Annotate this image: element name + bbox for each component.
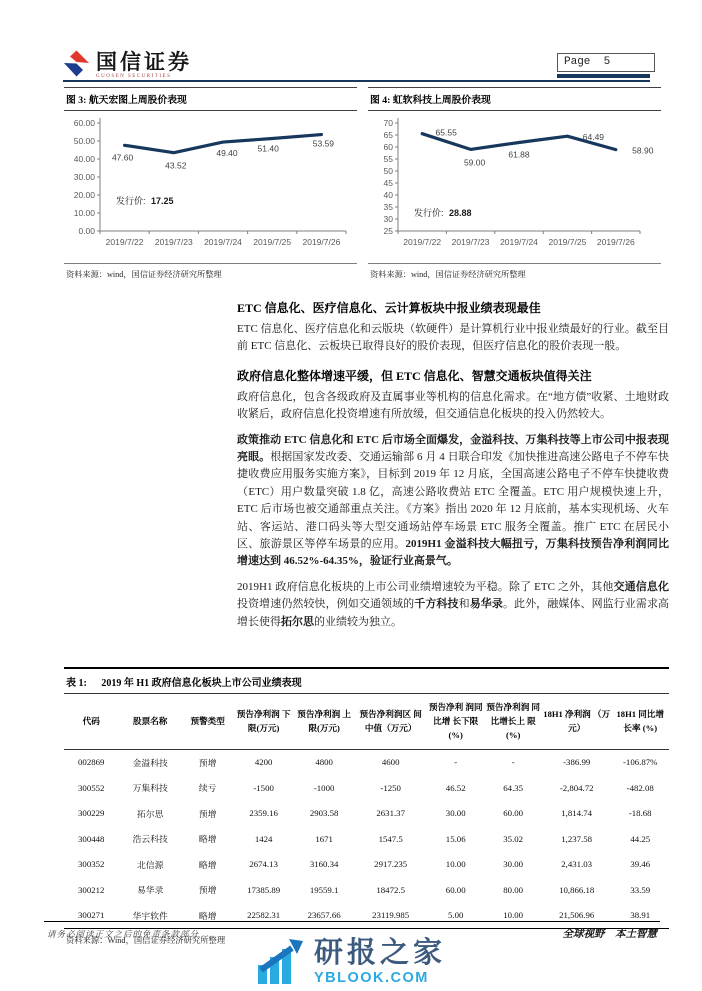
- table-cell: 1,237.58: [561, 833, 593, 844]
- text-segment: 千方科技: [414, 598, 459, 611]
- svg-text:10.00: 10.00: [73, 208, 95, 218]
- price-chart-hangtianhongtu: [64, 113, 357, 263]
- table-cell: 002869: [78, 757, 105, 768]
- figure-caption: 图 3: 航天宏图上周股价表现: [64, 87, 357, 111]
- table-cell: 19559.1: [309, 884, 339, 895]
- earnings-table: [64, 694, 669, 929]
- header-rule: [63, 80, 650, 82]
- table-cell: 3160.34: [309, 859, 339, 870]
- svg-text:65: 65: [383, 130, 393, 140]
- svg-text:40.00: 40.00: [73, 154, 95, 164]
- svg-text:49.40: 49.40: [216, 148, 238, 159]
- table-cell: -: [511, 757, 515, 768]
- table-cell: -482.08: [626, 782, 654, 793]
- svg-text:58.90: 58.90: [632, 145, 654, 156]
- column-header: 预警类型: [182, 694, 233, 749]
- svg-text:61.88: 61.88: [508, 149, 530, 160]
- table-cell: 2631.37: [376, 808, 405, 819]
- watermark-text-block: [313, 936, 446, 986]
- table-row: [64, 801, 669, 827]
- table-cell: 1424: [254, 833, 273, 844]
- table-cell: 4600: [381, 757, 400, 768]
- column-header: 代码: [64, 694, 118, 749]
- table-cell: 1547.5: [378, 833, 403, 844]
- table-cell: -106.87%: [623, 757, 658, 768]
- table-cell: 300271: [64, 903, 118, 929]
- column-header: 18H1 同比增 长率 (%): [611, 694, 669, 749]
- watermark-domain: YBLOOK.COM: [313, 969, 429, 986]
- svg-text:发行价: 28.88: 发行价: 28.88: [414, 208, 472, 218]
- table-cell: 拓尔思: [136, 808, 164, 819]
- table-cell: 80.00: [503, 884, 524, 895]
- table-cell: 5.00: [427, 903, 484, 929]
- watermark: [0, 938, 702, 986]
- column-header: 预告净利润 上限(万元): [294, 694, 355, 749]
- text-segment: 根据国家发改委、交通运输部 6 月 4 日联合印发《加快推进高速公路电子不停车快捷收费应用服务实施方案》，目标到 2019 年 12 月底，全国高速公路电子不停车快捷收费（ETC）用户数量突破 1.8 亿，高速公路收费站 ETC 全覆盖。ETC 用户规模快速上升，ETC 后市场也被交通部重点关注。《方案》指出 2020 年 12 月底前，基本实现机场、火车站、客运站、港口码头等大型交通场站停车场景 ETC 服务全覆盖。推广 ETC 在居民小区、旅游景区等停车场景的应用。: [237, 451, 669, 551]
- table-cell: 预增: [198, 885, 217, 896]
- table-cell: 金溢科技: [132, 757, 168, 768]
- price-chart-hongruan: [368, 113, 661, 263]
- table-cell: 300552: [78, 782, 105, 793]
- table-cell: 38.91: [611, 903, 669, 929]
- text-segment: 的业绩较为独立。: [314, 615, 402, 628]
- text-segment: 。此外，融媒体、网监行业需求高增长使得: [237, 598, 669, 628]
- table-label: 表 1:: [66, 678, 87, 689]
- earnings-table-block: [64, 667, 669, 946]
- paragraph: [237, 389, 669, 424]
- table-cell: 300448: [78, 833, 105, 844]
- text-segment: 政策推动 ETC 信息化和 ETC 后市场全面爆发，金溢科技、万集科技等上市公司中报表现亮眼。: [237, 433, 669, 464]
- brand-subtext: GUOSEN SECURITIES: [96, 74, 172, 79]
- footer-divider: [44, 921, 660, 922]
- table-cell: 300352: [78, 859, 105, 870]
- guosen-logo-icon: [63, 50, 90, 77]
- svg-text:2019/7/24: 2019/7/24: [500, 237, 538, 247]
- table-cell: 60.00: [445, 884, 466, 895]
- table-cell: -386.99: [563, 757, 591, 768]
- brand-text: 国信证券: [96, 50, 192, 74]
- table-cell: 10.00: [484, 903, 541, 929]
- table-header-row: [64, 694, 669, 749]
- table-cell: 300229: [78, 808, 105, 819]
- table-row: [64, 903, 669, 929]
- table-cell: 1,814.74: [561, 808, 593, 819]
- svg-text:2019/7/22: 2019/7/22: [403, 237, 442, 247]
- table-cell: 易华录: [136, 885, 164, 896]
- text-segment: 政府信息化，包含各级政府及直属事业等机构的信息化需求。在“地方债”收紧、土地财政收紧后，政府信息化投资增速有所放缓，但交通信息化板块的投入仍然较大。: [237, 390, 669, 421]
- svg-text:2019/7/25: 2019/7/25: [253, 237, 292, 247]
- paragraph: [237, 321, 669, 356]
- paragraph: [237, 432, 669, 571]
- table-cell: 18472.5: [376, 884, 405, 895]
- text-segment: ETC 信息化、医疗信息化、云计算板块中报业绩表现最佳: [237, 301, 541, 315]
- watermark-chart-arrow-icon: [256, 938, 304, 986]
- table-cell: 续亏: [198, 783, 217, 794]
- table-cell: 2,431.03: [561, 859, 593, 870]
- disclaimer-text: 请务必阅读正文之后的免责条款部分: [47, 929, 200, 939]
- text-segment: 2019H1 政府信息化板块的上市公司业绩增速较为平稳。除了 ETC 之外，其他: [237, 580, 614, 593]
- column-header: 预告净利润 下限(万元): [233, 694, 294, 749]
- table-cell: 4800: [315, 757, 333, 768]
- svg-text:2019/7/23: 2019/7/23: [451, 237, 490, 247]
- watermark-name: 研报之家: [313, 936, 446, 969]
- svg-text:51.40: 51.40: [257, 143, 279, 154]
- table-cell: -1500: [253, 782, 274, 793]
- text-segment: 投资增速仍然较快，例如交通领域的: [237, 598, 415, 611]
- svg-text:25: 25: [383, 226, 393, 236]
- table-title-text: 2019 年 H1 政府信息化板块上市公司业绩表现: [101, 678, 302, 689]
- table-cell: -1250: [380, 782, 401, 793]
- svg-text:50.00: 50.00: [73, 136, 95, 146]
- table-cell: -1000: [313, 782, 335, 793]
- figure-panel-3: [64, 87, 357, 280]
- table-row: [64, 749, 669, 775]
- svg-text:70: 70: [383, 118, 393, 128]
- table-row: [64, 775, 669, 801]
- svg-text:2019/7/26: 2019/7/26: [596, 237, 635, 247]
- slogan-text: 全球视野 本土智慧: [562, 929, 657, 940]
- table-cell: 46.52: [445, 782, 466, 793]
- svg-text:65.55: 65.55: [435, 127, 457, 138]
- table-row: [64, 852, 669, 878]
- text-segment: 政府信息化整体增速平缓，但 ETC 信息化、智慧交通板块值得关注: [237, 368, 592, 383]
- table-row: [64, 826, 669, 852]
- header-accent-bar: [557, 74, 650, 78]
- table-cell: -: [454, 757, 458, 768]
- svg-text:47.60: 47.60: [111, 152, 134, 163]
- table-cell: 30.00: [503, 859, 524, 870]
- table-cell: 30.00: [445, 808, 466, 819]
- column-header: 股票名称: [118, 694, 182, 749]
- table-cell: 39.46: [630, 859, 651, 870]
- column-header: 18H1 净利润 （万元）: [542, 694, 612, 749]
- svg-text:53.59: 53.59: [312, 138, 335, 149]
- svg-text:0.00: 0.00: [78, 226, 95, 236]
- column-header: 预告净利 润同比增 长下限(%): [427, 694, 484, 749]
- table-cell: -18.68: [628, 808, 652, 819]
- table-cell: 17385.89: [247, 884, 281, 895]
- figure-source: 资料来源：wind，国信证券经济研究所整理: [368, 263, 661, 280]
- table-cell: 华宇软件: [118, 903, 182, 929]
- table-cell: 浩云科技: [132, 834, 168, 845]
- table-title: [64, 667, 669, 694]
- column-header: 预告净利润 同比增长上 限(%): [484, 694, 541, 749]
- text-segment: 2019H1 金溢科技大幅扭亏，万集科技预告净利润同比增速达到 46.52%-64.35%，验证行业高景气。: [237, 538, 669, 568]
- table-cell: 21,506.96: [542, 903, 612, 929]
- svg-text:43.52: 43.52: [165, 160, 187, 171]
- column-header: 预告净利润区 间中值（万元）: [354, 694, 427, 749]
- paragraph: [237, 579, 669, 631]
- table-cell: 10.00: [445, 859, 466, 870]
- svg-text:59.00: 59.00: [463, 157, 486, 168]
- svg-text:2019/7/24: 2019/7/24: [204, 237, 242, 247]
- table-cell: 略增: [182, 903, 233, 929]
- page-number-box: Page 5: [557, 53, 655, 72]
- text-segment: 交通信息化: [613, 580, 669, 593]
- text-segment: 易华录: [469, 598, 503, 611]
- svg-text:2019/7/25: 2019/7/25: [548, 237, 587, 247]
- text-segment: ETC 信息化、医疗信息化和云版块（软硬件）是计算机行业中报业绩最好的行业。截至目前 ETC 信息化、云板块已取得良好的股价表现，但医疗信息化的股价表现一般。: [237, 323, 669, 353]
- figure-caption: 图 4: 虹软科技上周股价表现: [368, 87, 661, 111]
- table-cell: 23657.66: [294, 903, 355, 929]
- svg-text:30: 30: [383, 214, 393, 224]
- svg-text:30.00: 30.00: [73, 172, 95, 182]
- table-cell: 2359.16: [249, 808, 278, 819]
- svg-text:40: 40: [383, 190, 393, 200]
- table-cell: -2,804.72: [559, 782, 594, 793]
- table-cell: 预增: [198, 808, 217, 819]
- table-cell: 2674.13: [249, 859, 278, 870]
- text-segment: 和: [458, 598, 470, 611]
- table-row: [64, 877, 669, 903]
- svg-text:35: 35: [383, 202, 393, 212]
- figure-source: 资料来源：wind，国信证券经济研究所整理: [64, 263, 357, 280]
- svg-text:60: 60: [383, 142, 393, 152]
- table-source: 资料来源：Wind，国信证券经济研究所整理: [66, 936, 226, 946]
- table-cell: 10,866.18: [559, 884, 595, 895]
- table-cell: 万集科技: [132, 783, 168, 794]
- table-cell: 1671: [315, 833, 333, 844]
- svg-text:60.00: 60.00: [73, 118, 95, 128]
- table-cell: 35.02: [503, 833, 524, 844]
- table-cell: 4200: [254, 757, 273, 768]
- svg-text:2019/7/23: 2019/7/23: [154, 237, 193, 247]
- table-cell: 略增: [198, 859, 217, 870]
- svg-text:2019/7/26: 2019/7/26: [302, 237, 341, 247]
- svg-text:发行价: 17.25: 发行价: 17.25: [116, 196, 174, 206]
- table-cell: 64.35: [503, 782, 524, 793]
- table-cell: 2917.235: [374, 859, 408, 870]
- svg-text:50: 50: [383, 166, 393, 176]
- table-cell: 2903.58: [309, 808, 339, 819]
- svg-text:20.00: 20.00: [73, 190, 95, 200]
- table-body: [64, 749, 669, 929]
- table-cell: 15.06: [445, 833, 466, 844]
- text-segment: 拓尔思: [281, 615, 314, 628]
- svg-text:2019/7/22: 2019/7/22: [105, 237, 144, 247]
- table-cell: 33.59: [630, 884, 651, 895]
- table-cell: 300212: [78, 884, 105, 895]
- table-cell: 预增: [198, 757, 217, 768]
- svg-text:55: 55: [383, 154, 393, 164]
- header: [63, 50, 192, 80]
- table-cell: 44.25: [630, 833, 651, 844]
- brand-block: [96, 50, 192, 80]
- section-heading: [237, 299, 669, 316]
- body-text: [237, 297, 669, 665]
- figure-panel-4: [368, 87, 661, 280]
- table-cell: 23119.985: [354, 903, 427, 929]
- svg-text:45: 45: [383, 178, 393, 188]
- table-cell: 北信源: [136, 859, 164, 870]
- table-cell: 22582.31: [233, 903, 294, 929]
- section-heading: [237, 367, 669, 384]
- table-cell: 60.00: [503, 808, 524, 819]
- table-cell: 略增: [198, 834, 217, 845]
- svg-text:64.49: 64.49: [582, 132, 605, 143]
